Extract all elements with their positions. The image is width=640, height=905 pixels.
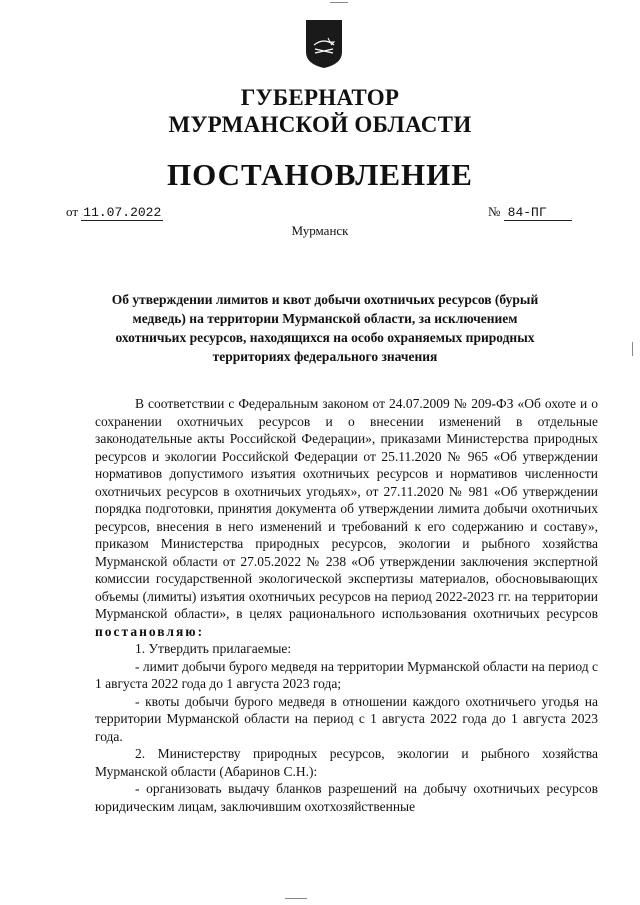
item-1: 1. Утвердить прилагаемые: xyxy=(135,641,292,656)
document-title: Об утверждении лимитов и квот добычи охотничьих ресурсов (бурый медведь) на территории Мурманской области, за исключением охотничьих ресурсов, находящихся на особо охраняемых природных территориях федерального значения xyxy=(111,292,539,364)
item-1b: - квоты добычи бурого медведя в отношении каждого охотничьего угодья на территории Мурманской области на период с 1 августа 2022 года до 1 августа 2023 года. xyxy=(95,693,598,744)
scan-mark-bottom xyxy=(285,898,307,899)
date-prefix: от xyxy=(66,204,79,219)
number-row xyxy=(488,204,572,221)
scan-mark-right xyxy=(632,342,633,356)
preamble-paragraph xyxy=(95,395,598,640)
city: Мурманск xyxy=(291,223,349,238)
governor-title-line1: ГУБЕРНАТОР xyxy=(240,85,400,110)
document-body xyxy=(95,395,598,815)
item-2: 2. Министерству природных ресурсов, экологии и рыбного хозяйства Мурманской области (Абаринов С.Н.): xyxy=(95,746,598,779)
document-number: 84-ПГ xyxy=(504,205,572,221)
coat-of-arms-icon xyxy=(304,18,344,70)
resolve-word: постановляю: xyxy=(95,623,205,639)
governor-title-line2: МУРМАНСКОЙ ОБЛАСТИ xyxy=(168,112,472,137)
scan-mark-top xyxy=(330,2,348,3)
preamble-text: В соответствии с Федеральным законом от 24.07.2009 № 209-ФЗ «Об охоте и о сохранении охотничьих ресурсов и о внесении изменений в отдельные законодательные акты Российской Федерации», приказами Министерства природных ресурсов и экологии Российской Федерации от 25.11.2020 № 965 «Об утверждении нормативов допустимого изъятия охотничьих ресурсов и нормативов численности охотничьих ресурсов в охотничьих угодьях», от 27.11.2020 № 981 «Об утверждении порядка подготовки, принятия документа об утверждении лимита добычи охотничьих ресурсов, внесения в него изменений и требований к его содержанию и составу», приказом Министерства природных ресурсов, экологии и рыбного хозяйства Мурманской области от 27.05.2022 № 238 «Об утверждении заключения экспертной комиссии государственной экологической экспертизы материалов, обосновывающих объемы (лимиты) изъятия охотничьих ресурсов на период 2022-2023 гг. на территории Мурманской области», в целях рационального использования охотничьих ресурсов xyxy=(95,396,598,621)
number-prefix: № xyxy=(488,204,501,219)
item-1a: - лимит добычи бурого медведя на территории Мурманской области на период с 1 августа 2022 года до 1 августа 2023 года; xyxy=(95,658,598,691)
item-2a: - организовать выдачу бланков разрешений на добычу охотничьих ресурсов юридическим лицам, заключившим охотхозяйственные xyxy=(95,781,598,814)
date-row xyxy=(66,204,163,221)
document-type: ПОСТАНОВЛЕНИЕ xyxy=(167,157,473,192)
document-date: 11.07.2022 xyxy=(83,205,162,220)
